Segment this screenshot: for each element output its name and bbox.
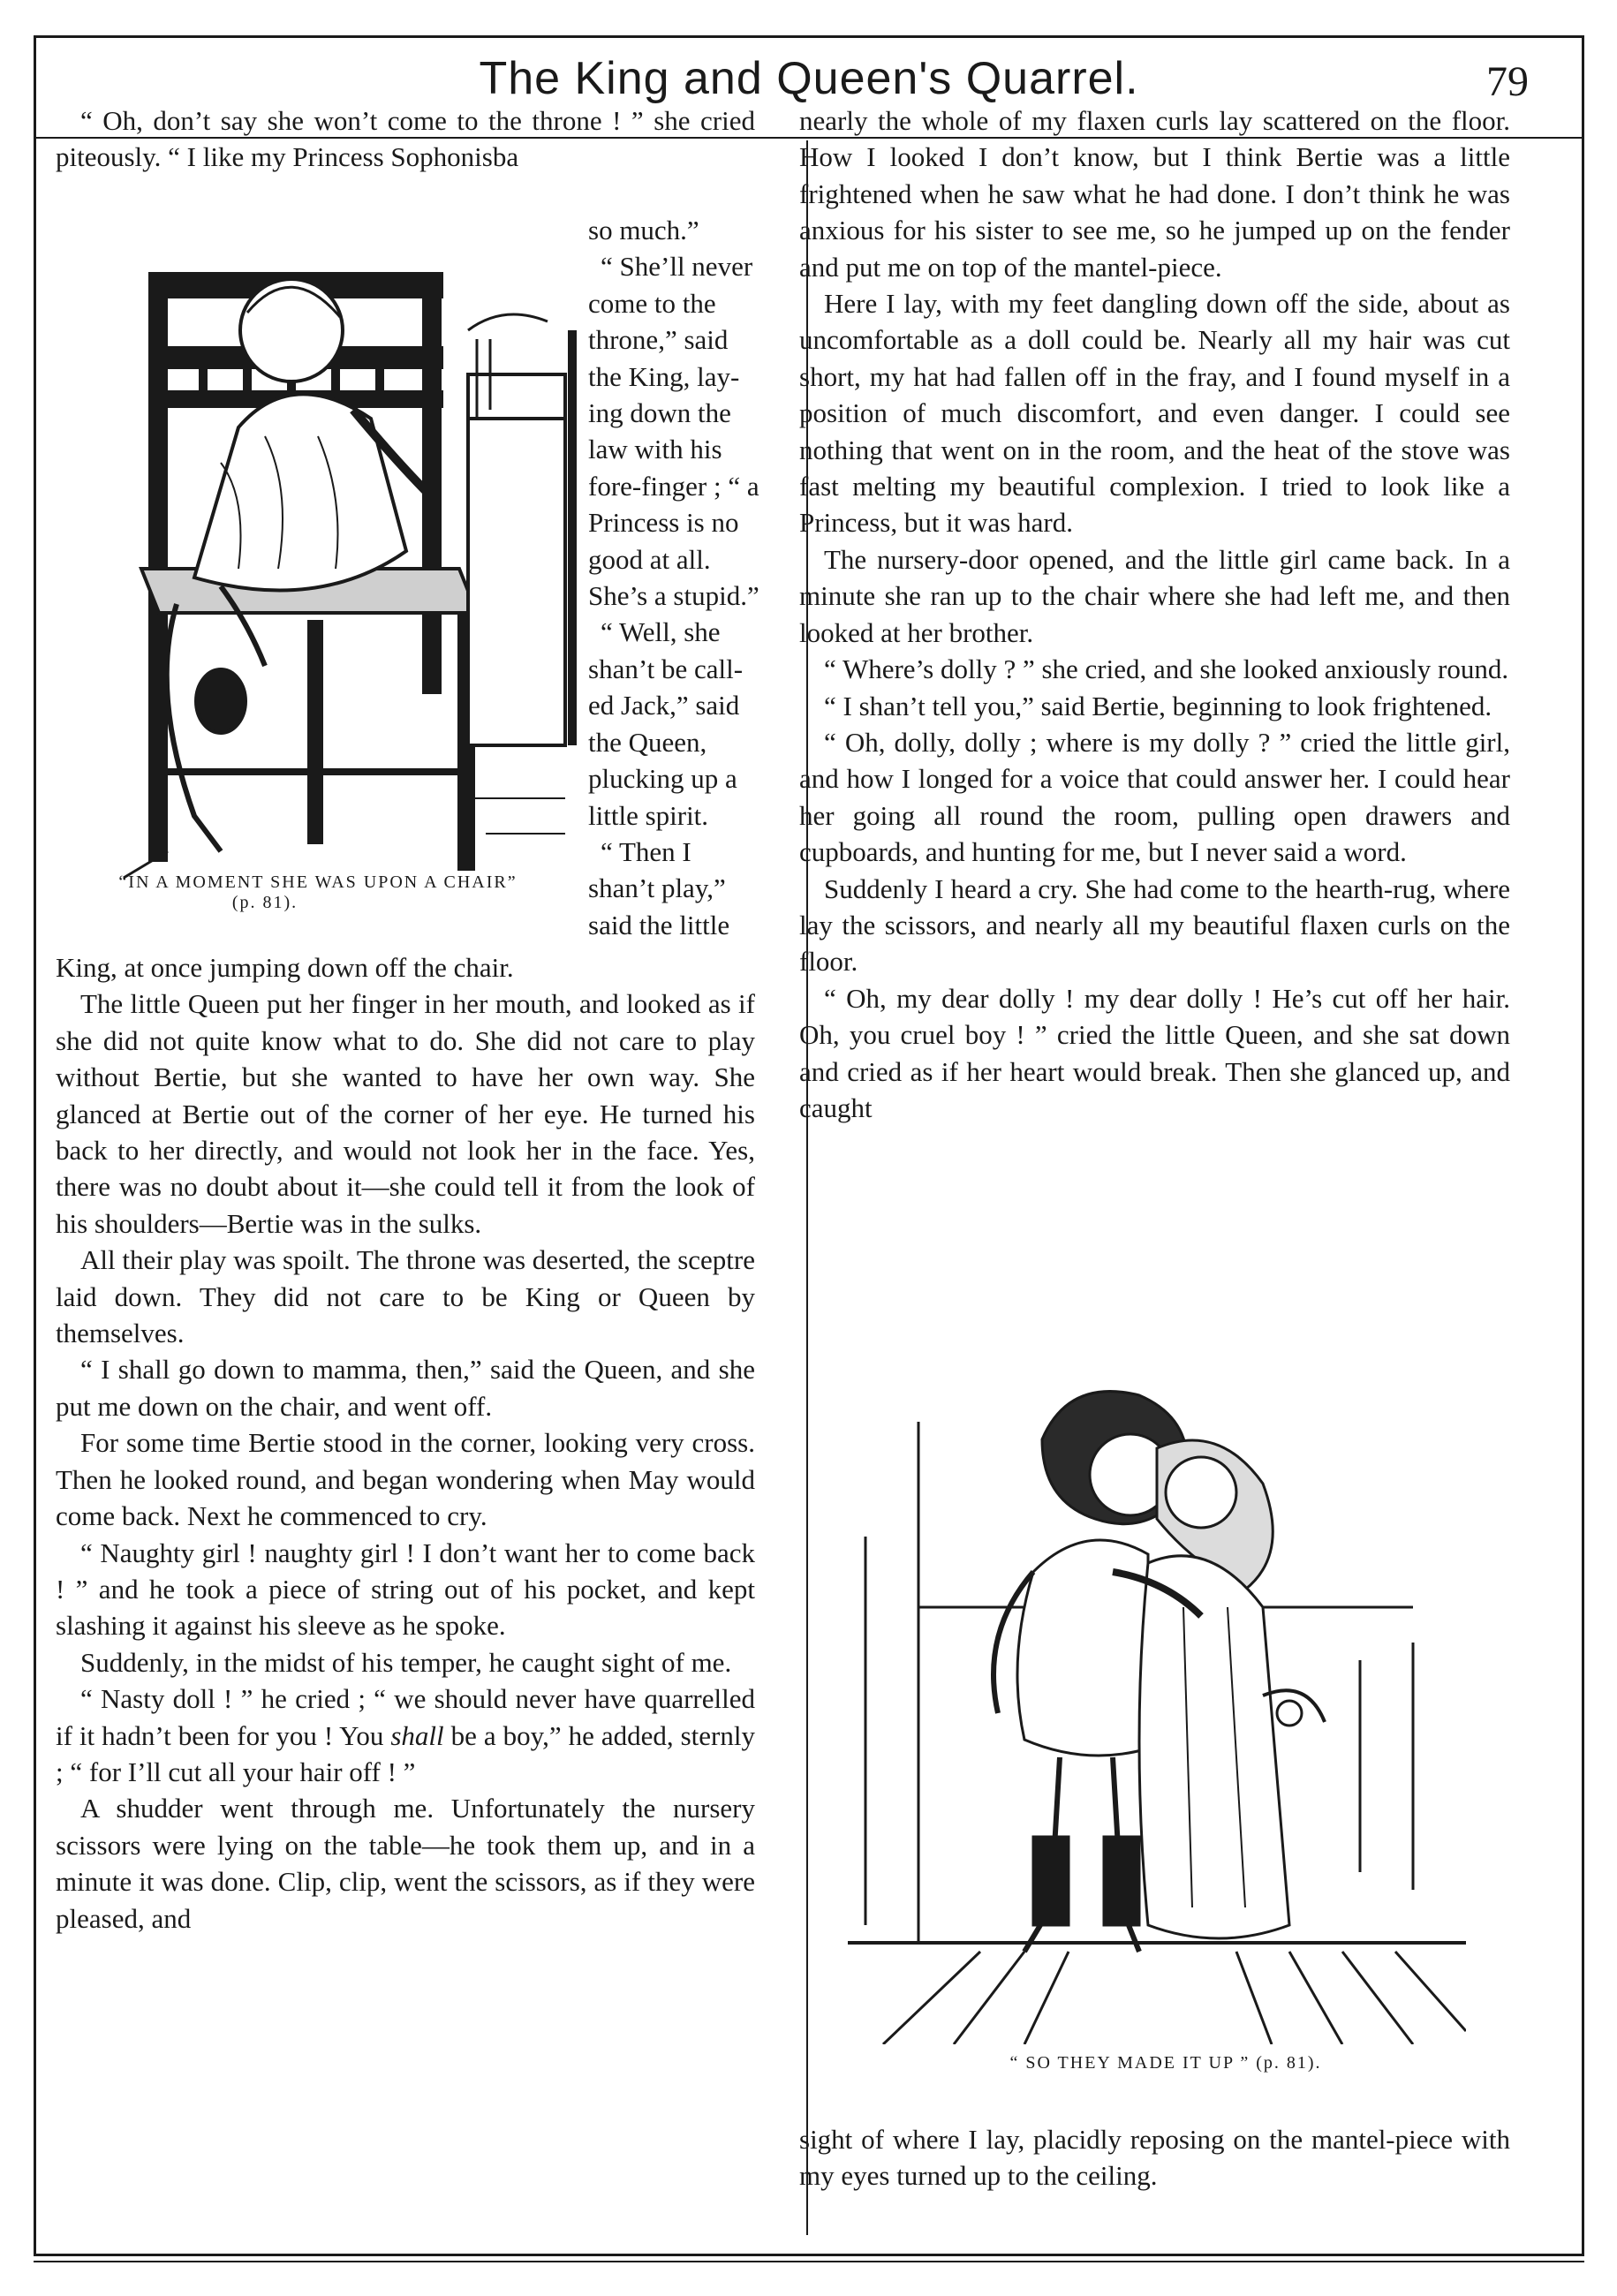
paragraph: “ Oh, dolly, dolly ; where is my dolly ? ” cried the little girl, and how I longed for a voice that could answer her. I could hear her going all round the room, pulling open drawers and cupboards, and hunting for me, but I never said a word. [799,726,1510,868]
wrap-line: ed Jack,” said [588,690,740,721]
figure-caption [53,872,583,913]
emphasis: shall [390,1719,444,1751]
right-column [799,102,1510,1126]
paragraph: Suddenly, in the midst of his temper, he caught sight of me. [80,1646,732,1678]
paragraph: King, at once jumping down off the chair. [56,952,514,983]
illustration-children-hugging [848,1342,1466,2044]
paragraph-text: “ Nasty doll ! ” he cried ; “ we should never have quarrelled if it hadn’t been for you ! You [56,1683,755,1751]
wrap-line: “ She’ll never [601,251,753,283]
figure-caption: “ SO THEY MADE IT UP ” (p. 81). [1009,2053,1322,2073]
paragraph-text: be a boy,” he added, sternly ; “ for I’ll cut all your hair off ! ” [56,1719,755,1787]
wrap-line: little spirit. [588,799,709,831]
page-title: The King and Queen's Quarrel. [479,53,1139,104]
paragraph: nearly the whole of my flaxen curls lay scattered on the floor. How I looked I don’t know, but I think Bertie was a little frightened when he saw what he had done. I don’t think he was anxious for his sister to see me, so he jumped up on the fender and put me on top of the mantel-piece. [799,105,1510,283]
paragraph: All their play was spoilt. The throne was deserted, the sceptre laid down. They did not care to be King or Queen by themselves. [56,1244,755,1349]
paragraph: “ I shan’t tell you,” said Bertie, beginning to look frightened. [824,690,1492,721]
wrap-line: ing down the [588,397,731,429]
wrap-line: good at all. [588,543,711,575]
left-column [56,102,755,176]
figure-wrap-text [588,212,791,943]
wrap-line: “ Then I [601,835,691,867]
illustration-girl-on-chair [88,198,583,880]
wrap-line: shan’t be call- [588,653,744,684]
paragraph: “ Oh, don’t say she won’t come to the throne ! ” she cried piteously. “ I like my Princess Sophonisba [56,105,755,173]
bottom-rule [34,2261,1584,2262]
caption-text: “IN A MOMENT SHE WAS UPON A CHAIR” [118,872,518,892]
page-number: 79 [1486,58,1529,105]
wrap-line: fore-finger ; “ a [588,470,759,502]
wrap-line: plucking up a [588,763,737,795]
paragraph: sight of where I lay, placidly reposing on the mantel-piece with my eyes turned up to the ceiling. [799,2124,1510,2192]
paragraph: “ Oh, my dear dolly ! my dear dolly ! He’s cut off her hair. Oh, you cruel boy ! ” cried the little Queen, and she sat down and cried as if her heart would break. Then she glanced up, and caught [799,982,1510,1123]
wrap-line: Princess is no [588,507,739,539]
wrap-line: throne,” said [588,324,729,356]
left-column-continued [56,949,755,1937]
paragraph [56,1680,755,1790]
paragraph: The nursery-door opened, and the little girl came back. In a minute she ran up to the chair where she had left me, and then looked at her brother. [799,543,1510,648]
paragraph: For some time Bertie stood in the corner, looking very cross. Then he looked round, and began wondering when May would come back. Next he commenced to cry. [56,1427,755,1532]
wrap-line: the King, lay- [588,360,740,392]
wrap-line: shan’t play,” [588,872,726,904]
wrap-line: come to the [588,287,716,319]
caption-page-ref: (p. 81). [231,893,298,912]
paragraph: A shudder went through me. Unfortunately the nursery scissors were lying on the table—he took them up, and in a minute it was done. Clip, clip, went the scissors, as if they were pleased, and [56,1793,755,1934]
paragraph: “ Where’s dolly ? ” she cried, and she looked anxiously round. [824,653,1509,685]
wrap-line: “ Well, she [601,616,721,648]
wrap-line: She’s a stupid.” [588,580,759,612]
wrap-line: law with his [588,434,722,465]
paragraph: “ I shall go down to mamma, then,” said the Queen, and she put me down on the chair, and went off. [56,1354,755,1422]
right-column-after-figure [799,2121,1510,2194]
paragraph: Suddenly I heard a cry. She had come to the hearth-rug, where lay the scissors, and nearly all my beautiful flaxen curls on the floor. [799,872,1510,978]
paragraph: Here I lay, with my feet dangling down off the side, about as uncomfortable as a doll could be. Nearly all my hair was cut short, my hat had fallen off in the fray, and I found myself in a position of much discomfort, and even danger. I could see nothing that went on in the room, and the heat of the stove was fast melting my beautiful complexion. I tried to look like a Princess, but it was hard. [799,288,1510,539]
paragraph: The little Queen put her finger in her mouth, and looked as if she did not quite know what to do. She did not care to play without Bertie, but she wanted to have her own way. She glanced at Bertie out of the corner of her eye. He turned his back to her directly, and would not look her in the face. Yes, there was no doubt about it—she could tell it from the look of his shoulders—Bertie was in the sulks. [56,988,755,1239]
paragraph: “ Naughty girl ! naughty girl ! I don’t want her to come back ! ” and he took a piece of string out of his pocket, and kept slashing it against his sleeve as he spoke. [56,1537,755,1642]
wrap-line: so much.” [588,215,699,245]
wrap-line: said the little [588,909,730,940]
wrap-line: the Queen, [588,726,707,758]
